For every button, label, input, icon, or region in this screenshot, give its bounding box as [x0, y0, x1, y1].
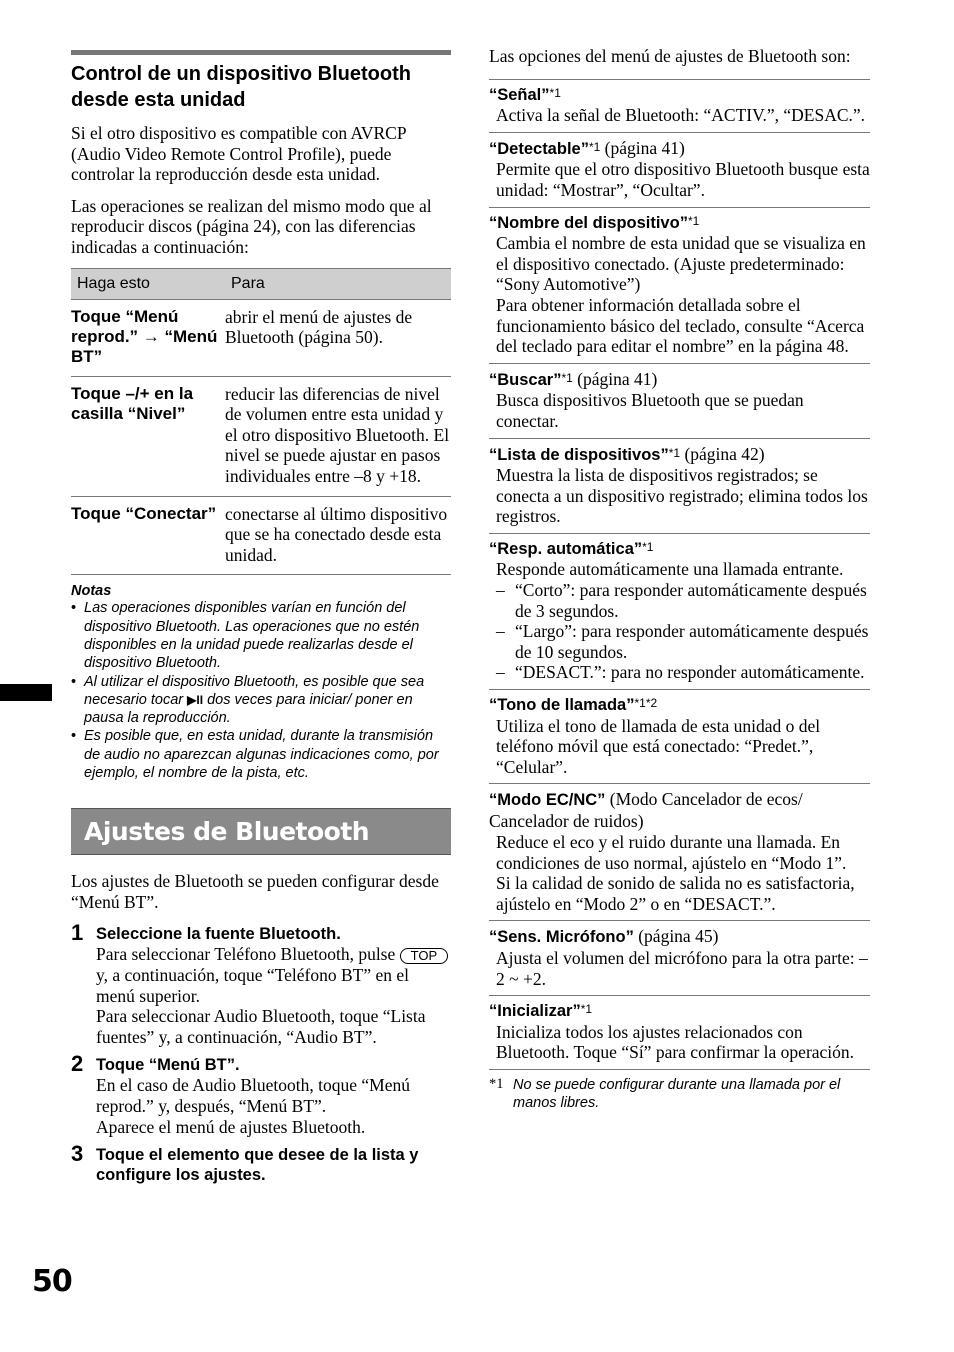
note-item: • Las operaciones disponibles varían en función del dispositivo Bluetooth. Las operaciones que no estén disponibles en la unidad puede realizarlas desde el dispositivo Bluetooth. — [71, 599, 451, 672]
option-description-line: Reduce el eco y el ruido durante una llamada. En condiciones de uso normal, ajústelo en “Modo 1”. — [496, 832, 847, 873]
step-heading: Toque el elemento que desee de la lista y configure los ajustes. — [96, 1146, 419, 1185]
step-3 — [71, 1141, 451, 1185]
section-tab-marker — [0, 684, 52, 701]
step-body: Para seleccionar Teléfono Bluetooth, pulse TOP y, a continuación, toque “Teléfono BT” en el menú superior. — [96, 944, 451, 1006]
table-row — [71, 299, 451, 376]
section-banner: Ajustes de Bluetooth — [71, 808, 451, 855]
option-name: “Lista de dispositivos” — [489, 445, 669, 464]
section-heading: Control de un dispositivo Bluetooth desde esta unidad — [71, 63, 411, 111]
option-heading — [489, 695, 870, 716]
step-number: 3 — [71, 1141, 84, 1167]
option-footnote-mark: *1*2 — [634, 696, 658, 711]
option-footnote-mark: *1 — [687, 213, 700, 228]
option-description-line: Muestra la lista de dispositivos registrados; se conecta a un dispositivo registrado; elimina todos los registros. — [496, 465, 868, 527]
play-pause-icon: ▶II — [187, 692, 204, 707]
notes-heading: Notas — [71, 583, 112, 600]
option-description — [489, 105, 870, 126]
step-heading: Toque “Menú BT”. — [96, 1056, 240, 1075]
option-description — [489, 390, 870, 431]
footnote — [489, 1076, 870, 1113]
table-header-result: Para — [225, 268, 451, 299]
step-body: En el caso de Audio Bluetooth, toque “Menú reprod.” y, después, “Menú BT”. — [96, 1075, 410, 1117]
settings-intro: Los ajustes de Bluetooth se pueden configurar desde “Menú BT”. — [71, 871, 439, 912]
note-item: • Es posible que, en esta unidad, durante la transmisión de audio no aparezcan algunas indicaciones como, por ejemplo, el nombre de la pista, etc. — [71, 727, 451, 782]
option-heading — [489, 369, 870, 391]
options-intro: Las opciones del menú de ajustes de Bluetooth son: — [489, 46, 851, 66]
table-header-row — [71, 268, 451, 299]
option-footnote-mark: *1 — [580, 1002, 593, 1017]
step-number: 1 — [71, 920, 84, 946]
step-body: Para seleccionar Audio Bluetooth, toque “Lista fuentes” y, a continuación, “Audio BT”. — [96, 1006, 426, 1047]
right-column — [489, 46, 870, 1113]
note-text: dos veces para iniciar/ poner en pausa la reproducción. — [84, 691, 413, 727]
settings-option — [489, 996, 870, 1070]
option-description-line: Cambia el nombre de esta unidad que se visualiza en el dispositivo conectado. (Ajuste predeterminado: “Sony Automotive”) — [496, 233, 866, 295]
option-description — [489, 948, 870, 989]
option-description — [489, 233, 870, 357]
table-cell-action: Toque –/+ en la casilla “Nivel” — [71, 376, 225, 496]
table-cell-result: reducir las diferencias de nivel de volumen entre esta unidad y el otro dispositivo Bluetooth. El nivel se puede ajustar en pasos individuales entre –8 y +18. — [225, 376, 451, 496]
settings-option — [489, 439, 870, 534]
table-header-action: Haga esto — [71, 268, 225, 299]
option-description-line: Si la calidad de sonido de salida no es satisfactoria, ajústelo en “Modo 2” o en “DESACT.”. — [496, 873, 855, 914]
options-list — [489, 79, 870, 1070]
page-number: 50 — [32, 1264, 72, 1299]
table-cell-result: conectarse al último dispositivo que se ha conectado desde esta unidad. — [225, 496, 451, 575]
table-row — [71, 496, 451, 575]
step-heading: Seleccione la fuente Bluetooth. — [96, 925, 341, 944]
note-item — [71, 673, 451, 728]
option-heading — [489, 444, 870, 466]
option-description-line: Utiliza el tono de llamada de esta unidad o del teléfono móvil que está conectado: “Predet.”, “Celular”. — [496, 715, 821, 777]
option-name: “Detectable” — [489, 139, 589, 158]
option-name: “Señal” — [489, 85, 550, 104]
option-description-line: Activa la señal de Bluetooth: “ACTIV.”, “DESAC.”. — [496, 105, 866, 126]
option-heading — [489, 539, 870, 560]
option-heading — [489, 213, 870, 234]
option-description — [489, 832, 870, 914]
footnote-mark: *1 — [489, 1075, 504, 1092]
table-cell-action: Toque “Menú reprod.” → “Menú BT” — [71, 299, 225, 376]
settings-option — [489, 921, 870, 996]
intro-paragraph-1: Si el otro dispositivo es compatible con AVRCP (Audio Video Remote Control Profile), puede controlar la reproducción desde esta unidad. — [71, 123, 406, 185]
option-footnote-mark: *1 — [642, 539, 654, 554]
option-reference: (página 45) — [633, 926, 719, 947]
option-description — [489, 465, 870, 527]
settings-option — [489, 208, 870, 364]
settings-option — [489, 364, 870, 439]
option-name: “Resp. automática” — [489, 539, 643, 558]
option-description — [489, 716, 870, 778]
settings-option — [489, 690, 870, 784]
option-name: “Tono de llamada” — [489, 696, 635, 715]
option-description-line: Inicializa todos los ajustes relacionados con Bluetooth. Toque “Sí” para confirmar la operación. — [496, 1021, 855, 1063]
settings-option — [489, 133, 870, 208]
option-description — [489, 159, 870, 200]
option-description-line: Responde automáticamente una llamada entrante. — [496, 559, 844, 580]
settings-option — [489, 534, 870, 690]
option-description-line: Ajusta el volumen del micrófono para la otra parte: –2 ~ +2. — [496, 947, 868, 989]
note-text: Al utilizar el dispositivo Bluetooth, es posible que sea necesario tocar — [84, 673, 425, 708]
option-name: “Inicializar” — [489, 1002, 581, 1021]
table-cell-action: Toque “Conectar” — [71, 496, 225, 575]
step-1 — [71, 920, 451, 1047]
section-rule — [71, 50, 451, 55]
option-reference: (Modo Cancelador de ecos/ Cancelador de ruidos) — [489, 789, 803, 831]
left-column — [71, 50, 451, 1185]
option-footnote-mark: *1 — [561, 370, 573, 385]
option-description-line: Busca dispositivos Bluetooth que se puedan conectar. — [496, 390, 804, 431]
step-2 — [71, 1051, 451, 1137]
option-name: “Sens. Micrófono” — [489, 928, 634, 947]
option-description-line: Permite que el otro dispositivo Bluetooth busque esta unidad: “Mostrar”, “Ocultar”. — [496, 159, 870, 200]
option-heading — [489, 138, 870, 160]
option-name: “Modo EC/NC” — [489, 791, 606, 810]
option-heading — [489, 85, 870, 106]
option-description — [489, 1022, 870, 1063]
footnote-text: No se puede configurar durante una llamada por el manos libres. — [513, 1076, 841, 1112]
option-description — [489, 559, 870, 683]
option-choice: – “Largo”: para responder automáticamente después de 10 segundos. — [496, 621, 870, 662]
option-reference: (página 41) — [572, 368, 658, 389]
option-reference: (página 42) — [680, 443, 765, 464]
option-footnote-mark: *1 — [588, 139, 601, 154]
option-name: “Buscar” — [489, 370, 562, 389]
notes-list — [71, 599, 451, 782]
operations-table — [71, 268, 451, 576]
option-footnote-mark: *1 — [668, 445, 681, 460]
option-footnote-mark: *1 — [549, 85, 561, 100]
option-heading — [489, 1001, 870, 1022]
settings-option — [489, 79, 870, 133]
option-choice: – “Corto”: para responder automáticamente después de 3 segundos. — [496, 580, 870, 621]
top-key-icon: TOP — [400, 948, 449, 964]
option-heading — [489, 926, 870, 948]
step-body: Aparece el menú de ajustes Bluetooth. — [96, 1116, 366, 1137]
option-description-line: Para obtener información detallada sobre el funcionamiento básico del teclado, consulte “Acerca del teclado para editar el nombre” en la página 48. — [496, 294, 865, 357]
option-reference: (página 41) — [600, 137, 685, 158]
option-choice: – “DESACT.”: para no responder automáticamente. — [496, 662, 870, 683]
option-name: “Nombre del dispositivo” — [489, 213, 688, 232]
settings-option — [489, 784, 870, 921]
table-cell-result: abrir el menú de ajustes de Bluetooth (página 50). — [225, 299, 451, 376]
table-row — [71, 376, 451, 496]
step-number: 2 — [71, 1051, 84, 1077]
option-heading — [489, 789, 870, 832]
intro-paragraph-2: Las operaciones se realizan del mismo modo que al reproducir discos (página 24), con las diferencias indicadas a continuación: — [71, 195, 432, 257]
